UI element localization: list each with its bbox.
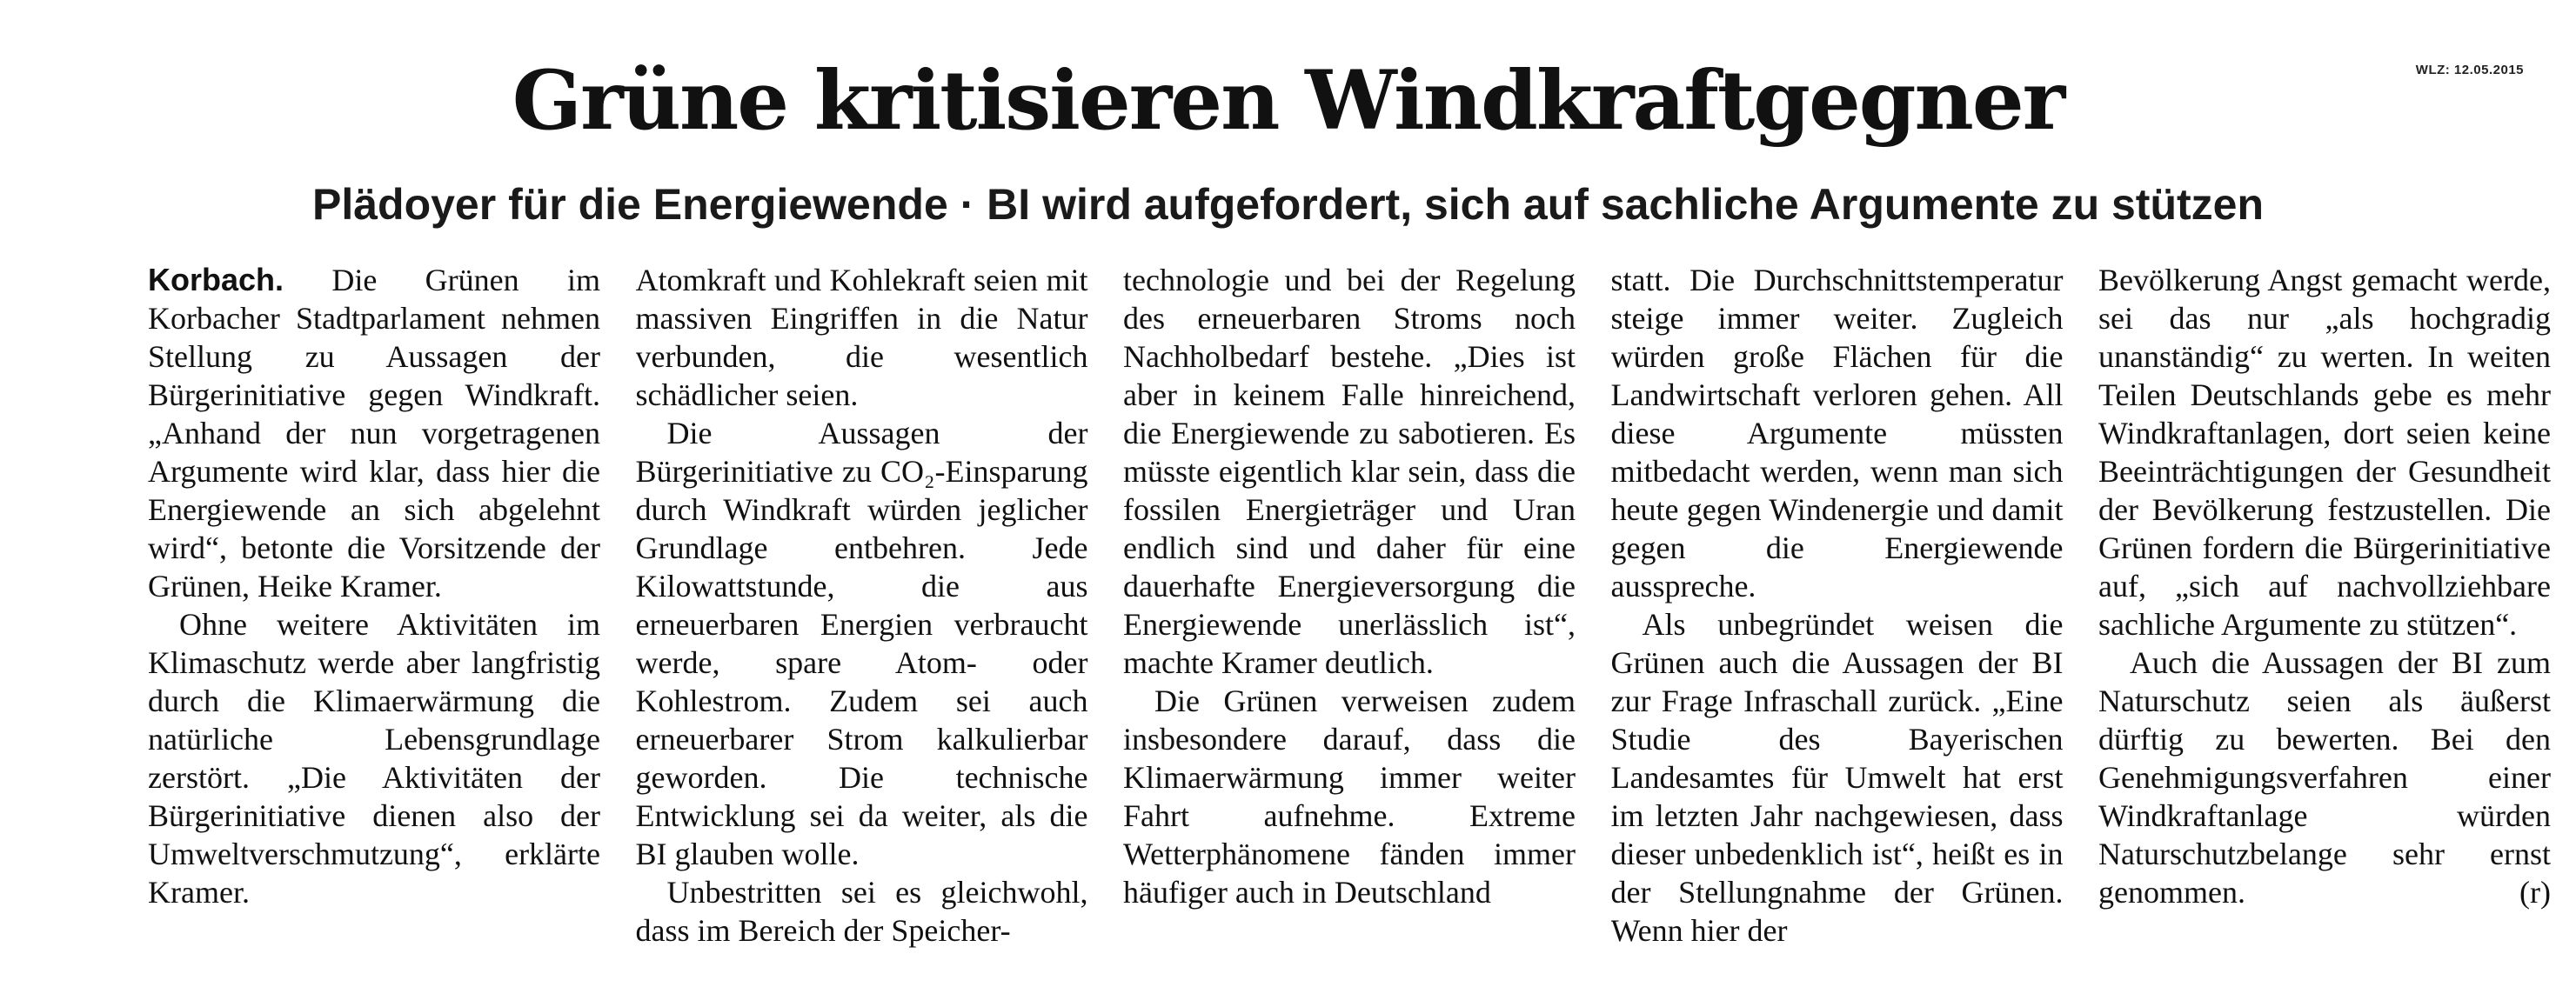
dateline: Korbach. — [148, 262, 284, 297]
paragraph: Ohne weitere Aktivitäten im Klimaschutz werde aber langfristig durch die Klimaerwärmung die natürliche Lebensgrundlage zerstört. „Die Aktivitäten der Bürgerinitiative dienen also der Umweltverschmutzung“, erklärte Kramer. — [148, 607, 600, 910]
paragraph: Atomkraft und Kohlekraft seien mit massiven Eingriffen in die Natur verbunden, die wesentlich schädlicher seien. — [635, 263, 1088, 412]
paragraph — [2098, 644, 2551, 911]
article-column-5 — [2098, 261, 2551, 991]
author-signature: (r) — [2519, 875, 2551, 910]
headline: Grüne kritisieren Windkraftgegner — [512, 53, 2064, 149]
paragraph-text: Auch die Aussagen der BI zum Naturschutz seien als äußerst dürftig zu bewerten. Bei den Genehmigungsverfahren einer Windkraftanlage würden Naturschutzbelange sehr ernst genommen. — [2098, 645, 2551, 910]
paragraph: Als unbegründet weisen die Grünen auch die Aussagen der BI zur Frage Infraschall zurück. „Eine Studie des Bayerischen Landesamtes für Umwelt hat erst im letzten Jahr nachgewiesen, dass dieser unbedenklich ist“, heißt es in der Stellungnahme der Grünen. Wenn hier der — [1610, 607, 2064, 948]
subheadline: Plädoyer für die Energiewende · BI wird aufgefordert, sich auf sachliche Argumente zu stützen — [311, 180, 2265, 229]
paragraph: Die Grünen verweisen zudem insbesondere darauf, dass die Klimaerwärmung immer weiter Fahrt aufnehme. Extreme Wetterphänomene fänden immer häufiger auch in Deutschland — [1123, 684, 1576, 910]
source-date: WLZ: 12.05.2015 — [2415, 63, 2524, 77]
article-column-4 — [1611, 261, 2064, 991]
paragraph: technologie und bei der Regelung des erneuerbaren Stroms noch Nachholbedarf bestehe. „Dies ist aber in keinem Falle hinreichend, die Energiewende zu sabotieren. Es müsste eigentlich klar sein, dass die fossilen Energieträger und Uran endlich sind und daher für eine dauerhafte Energieversorgung die Energiewende unerlässlich ist“, machte Kramer deutlich. — [1123, 263, 1576, 680]
paragraph: Die Aussagen der Bürgerinitiative zu CO₂-Einsparung durch Windkraft würden jeglicher Grundlage entbehren. Jede Kilowattstunde, die aus erneuerbaren Energien verbraucht werde, spare Atom- oder Kohlestrom. Zudem sei auch erneuerbarer Strom kalkulierbar geworden. Die technische Entwicklung sei da weiter, als die BI glauben wolle. — [635, 416, 1088, 871]
article-column-1 — [148, 261, 600, 991]
article-column-2 — [636, 261, 1088, 991]
paragraph — [148, 261, 600, 605]
paragraph: Unbestritten sei es gleichwohl, dass im Bereich der Speicher- — [635, 875, 1088, 948]
paragraph: statt. Die Durchschnittstemperatur steige immer weiter. Zugleich würden große Flächen für die Landwirtschaft verloren gehen. All diese Argumente müssten mitbedacht werden, wenn man sich heute gegen Windenergie und damit gegen die Energiewende ausspreche. — [1610, 263, 2064, 604]
paragraph-text: Die Grünen im Korbacher Stadtparlament nehmen Stellung zu Aussagen der Bürgerinitiative gegen Windkraft. „Anhand der nun vorgetragenen Argumente wird klar, dass hier die Energiewende an sich abgelehnt wird“, betonte die Vorsitzende der Grünen, Heike Kramer. — [148, 263, 600, 604]
article-column-3 — [1123, 261, 1576, 991]
paragraph: Bevölkerung Angst gemacht werde, sei das nur „als hochgradig unanständig“ zu werten. In weiten Teilen Deutschlands gebe es mehr Windkraftanlagen, dort seien keine Beeinträchtigungen der Gesundheit der Bevölkerung festzustellen. Die Grünen fordern die Bürgerinitiative auf, „sich auf nachvollziehbare sachliche Argumente zu stützen“. — [2098, 263, 2551, 642]
article-body — [148, 261, 2551, 991]
